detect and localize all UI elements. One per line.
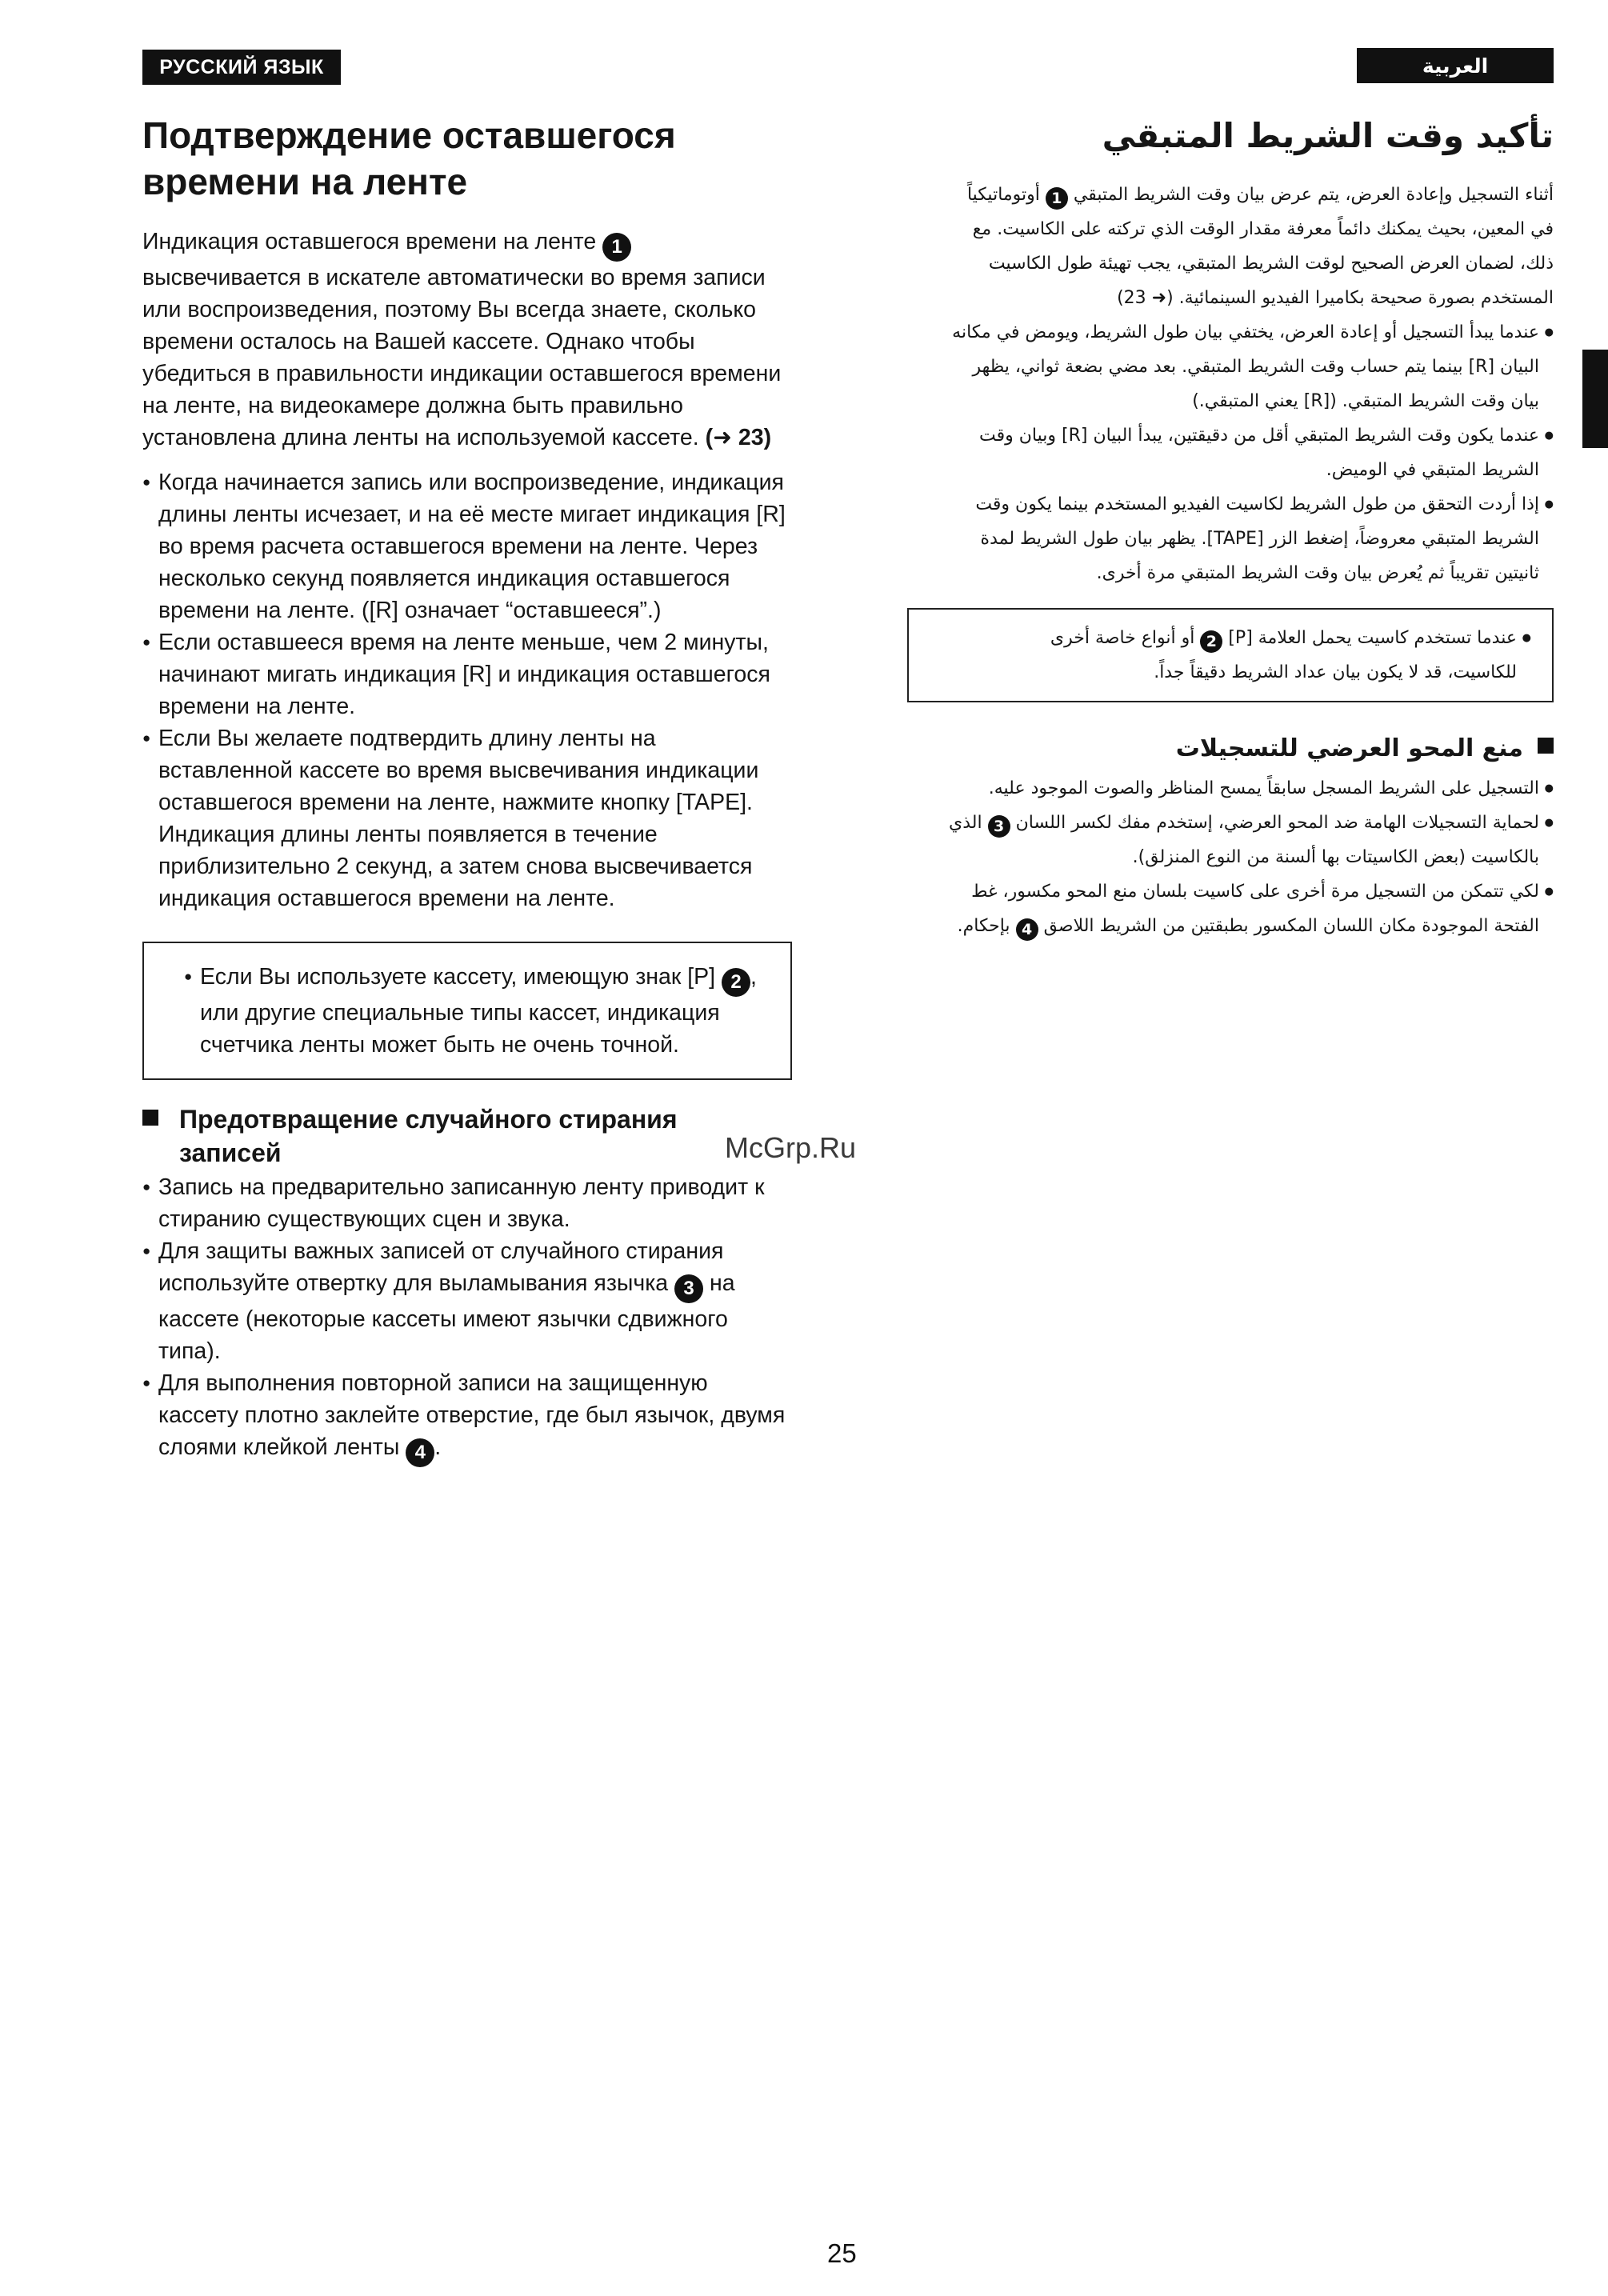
list-item-text: لكي تتمكن من التسجيل مرة أخرى على كاسيت بلسان منع المحو مكسور، غط الفتحة الموجودة مكان اللسان المكسور بطبقتين من الشريط اللاصق [971, 882, 1539, 936]
square-bullet-icon [1538, 738, 1554, 754]
language-tag-russian [142, 50, 341, 85]
language-tag-arabic-label: العربية [1422, 54, 1489, 78]
edge-tab-marker [1582, 350, 1608, 448]
list-item-text: . [434, 1434, 442, 1460]
arabic-section-heading [909, 731, 1554, 766]
list-item: ● Если Вы желаете подтвердить длину ленты на вставленной кассете во время высвечивания индикации оставшегося времени на ленте, нажмите кнопку [TAPE]. Индикация длины ленты появляется в течение приблизительно 2 секунд, а затем снова высвечивается индикация оставшегося времени на ленте. [142, 722, 787, 914]
arabic-intro-rest: أوتوماتيكياً في المعين، بحيث يمكنك دائماً معرفة مقدار الوقت الذي تركته على الكاسيت. مع ذلك، لضمان العرض الصحيح لوقت الشريط المتبقي، يجب تهيئة طول الكاسيت المستخدم بصورة صحيحة بكاميرا الفيديو السينمائية. (➜ 23) [966, 185, 1554, 308]
intro-paragraph [142, 226, 787, 454]
list-item-text: الذي بالكاسيت (بعض الكاسيتات بها ألسنة من النوع المنزلق). [949, 813, 1539, 867]
arabic-note-box [907, 608, 1554, 702]
list-item [142, 1235, 787, 1367]
square-bullet-icon [142, 1110, 158, 1126]
note-text-a: Если Вы используете кассету, имеющую знак [P] [200, 964, 716, 990]
marker-4-icon: 4 [1016, 918, 1038, 941]
watermark: McGrp.Ru [725, 1131, 857, 1164]
list-item-text: Для выполнения повторной записи на защищенную кассету плотно заклейте отверстие, где был язычок, двумя слоями клейкой ленты [158, 1370, 786, 1460]
language-tag-russian-label: РУССКИЙ ЯЗЫК [159, 55, 324, 78]
list-item-text: بإحكام. [957, 916, 1010, 936]
arabic-title: تأكيد وقت الشريط المتبقي [1102, 116, 1554, 155]
marker-1-icon: 1 [1046, 187, 1068, 210]
list-item-text: لحماية التسجيلات الهامة ضد المحو العرضي، إستخدم مفك لكسر اللسان [1015, 813, 1539, 833]
intro-text: Индикация оставшегося времени на ленте [142, 229, 597, 254]
marker-4-icon: 4 [406, 1438, 434, 1467]
list-item: ● عندما يكون وقت الشريط المتبقي أقل من دقيقتين، يبدأ البيان [R] وبيان وقت الشريط المتبقي في الوميض. [949, 418, 1554, 487]
note-box [142, 942, 792, 1080]
marker-1-icon: 1 [602, 233, 631, 262]
section-title: Предотвращение случайного стирания записей [179, 1105, 678, 1167]
arabic-intro [909, 178, 1554, 315]
arabic-note-text-a: عندما تستخدم كاسيت يحمل العلامة [P] [1228, 628, 1517, 648]
russian-column [142, 112, 787, 1467]
arabic-note-text-b: أو أنواع خاصة أخرى للكاسيت، قد لا يكون بيان عداد الشريط دقيقاً جداً. [1050, 628, 1517, 682]
list-item: ● إذا أردت التحقق من طول الشريط لكاسيت الفيديو المستخدم بينما يكون وقت الشريط المتبقي معروضاً، إضغط الزر [TAPE]. يظهر بيان طول الشريط لمدة ثانيتين تقريباً ثم يُعرض بيان وقت الشريط المتبقي مرة أخرى. [949, 487, 1554, 590]
list-item: ● Когда начинается запись или воспроизведение, индикация длины ленты исчезает, и на её месте мигает индикация [R] во время расчета оставшегося времени на ленте. Через несколько секунд появляется индикация оставшегося времени на ленте. ([R] означает “оставшееся”.) [142, 466, 787, 626]
marker-2-icon: 2 [1200, 630, 1222, 653]
list-item [142, 1367, 787, 1467]
list-item: ● التسجيل على الشريط المسجل سابقاً يمسح المناظر والصوت الموجود عليه. [941, 771, 1554, 806]
arabic-bullet-list [909, 315, 1554, 590]
arabic-section-list [909, 771, 1554, 943]
list-item: ● Запись на предварительно записанную ленту приводит к стиранию существующих сцен и звука. [142, 1171, 787, 1235]
page-title: Подтверждение оставшегося времени на ленте [142, 114, 676, 202]
intro-text-rest: высвечивается в искателе автоматически во время записи или воспроизведения, поэтому Вы всегда знаете, сколько времени осталось на Вашей кассете. Однако чтобы убедиться в правильности индикации оставшегося времени на ленте, на видеокамере должна быть правильно установлена длина ленты на используемой кассете. [142, 265, 782, 450]
note-text-b: , или другие специальные типы кассет, индикация счетчика ленты может быть не очень точной. [200, 964, 757, 1058]
list-item [941, 806, 1554, 874]
page-reference: (➜ 23) [705, 425, 772, 450]
list-item-text: на кассете (некоторые кассеты имеют язычки сдвижного типа). [158, 1270, 735, 1364]
language-tag-arabic [1357, 48, 1554, 83]
list-item-text: Для защиты важных записей от случайного стирания используйте отвертку для выламывания язычка [158, 1238, 724, 1296]
arabic-note-text [1005, 621, 1531, 690]
arabic-section-title: منع المحو العرضي للتسجيلات [1175, 734, 1523, 762]
section-heading [142, 1102, 787, 1170]
list-item [941, 874, 1554, 943]
marker-2-icon: 2 [722, 968, 750, 997]
note-text [184, 961, 758, 1061]
page-number: 25 [827, 2238, 857, 2268]
arabic-column [909, 112, 1554, 943]
marker-3-icon: 3 [988, 815, 1010, 838]
section-list [142, 1171, 787, 1467]
list-item: ● Если оставшееся время на ленте меньше, чем 2 минуты, начинают мигать индикация [R] и индикация оставшегося времени на ленте. [142, 626, 787, 722]
list-item: ● عندما يبدأ التسجيل أو إعادة العرض، يختفي بيان طول الشريط، ويومض في مكانه البيان [R] بينما يتم حساب وقت الشريط المتبقي. بعد مضي بضعة ثواني، يظهر بيان وقت الشريط المتبقي. ([R] يعني المتبقي.) [949, 315, 1554, 418]
ru-bullet-list [142, 466, 787, 914]
arabic-intro-text: أثناء التسجيل وإعادة العرض، يتم عرض بيان وقت الشريط المتبقي [1073, 185, 1554, 205]
marker-3-icon: 3 [674, 1274, 703, 1303]
